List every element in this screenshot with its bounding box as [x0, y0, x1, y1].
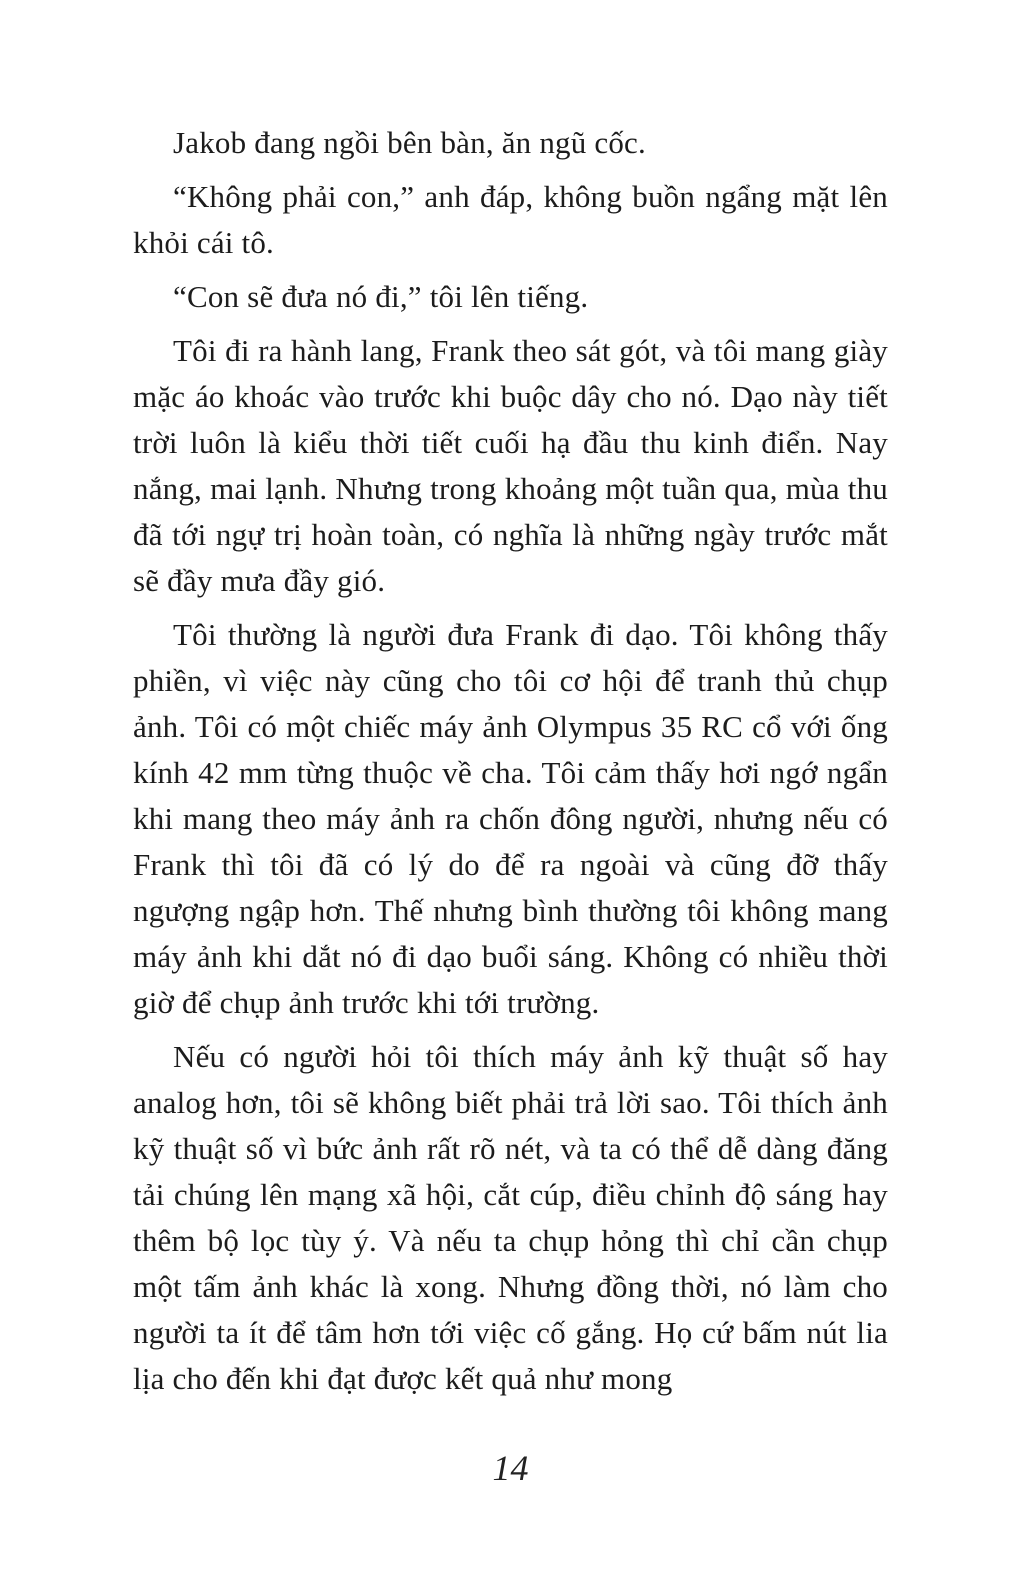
paragraph: “Con sẽ đưa nó đi,” tôi lên tiếng.	[173, 279, 589, 314]
paragraph: Tôi thường là người đưa Frank đi dạo. Tôi không thấy phiền, vì việc này cũng cho tôi cơ hội để tranh thủ chụp ảnh. Tôi có một chiếc máy ảnh Olympus 35 RC cổ với ống kính 42 mm từng thuộc về cha. Tôi cảm thấy hơi ngớ ngẩn khi mang theo máy ảnh ra chốn đông người, nhưng nếu có Frank thì tôi đã có lý do để ra ngoài và cũng đỡ thấy ngượng ngập hơn. Thế nhưng bình thường tôi không mang máy ảnh khi dắt nó đi dạo buổi sáng. Không có nhiều thời giờ để chụp ảnh trước khi tới trường.	[133, 617, 888, 1020]
paragraph: Tôi đi ra hành lang, Frank theo sát gót, và tôi mang giày mặc áo khoác vào trước khi buộc dây cho nó. Dạo này tiết trời luôn là kiểu thời tiết cuối hạ đầu thu kinh điển. Nay nắng, mai lạnh. Nhưng trong khoảng một tuần qua, mùa thu đã tới ngự trị hoàn toàn, có nghĩa là những ngày trước mắt sẽ đầy mưa đầy gió.	[133, 333, 888, 598]
paragraph: Jakob đang ngồi bên bàn, ăn ngũ cốc.	[173, 125, 646, 160]
page-number: 14	[492, 1448, 529, 1488]
body-text	[133, 120, 888, 1402]
paragraph: “Không phải con,” anh đáp, không buồn ngẩng mặt lên khỏi cái tô.	[133, 179, 888, 260]
paragraph: Nếu có người hỏi tôi thích máy ảnh kỹ thuật số hay analog hơn, tôi sẽ không biết phải trả lời sao. Tôi thích ảnh kỹ thuật số vì bức ảnh rất rõ nét, và ta có thể dễ dàng đăng tải chúng lên mạng xã hội, cắt cúp, điều chỉnh độ sáng hay thêm bộ lọc tùy ý. Và nếu ta chụp hỏng thì chỉ cần chụp một tấm ảnh khác là xong. Nhưng đồng thời, nó làm cho người ta ít để tâm hơn tới việc cố gắng. Họ cứ bấm nút lia lịa cho đến khi đạt được kết quả như mong	[133, 1039, 888, 1396]
